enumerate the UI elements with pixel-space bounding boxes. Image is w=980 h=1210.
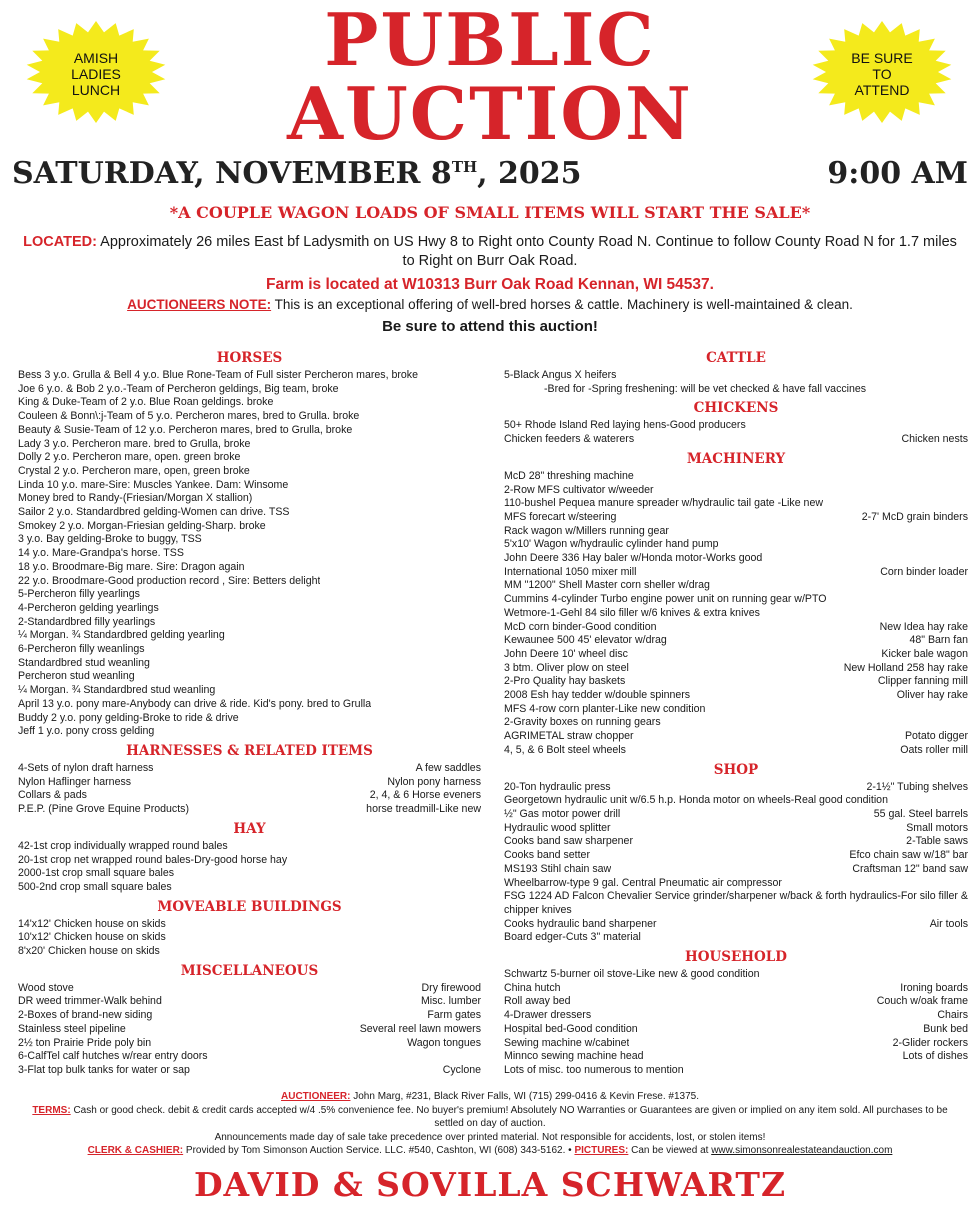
list-item: [504, 634, 968, 648]
item-left: 2-Row MFS cultivator w/weeder: [504, 483, 654, 496]
item-right: Nylon pony harness: [387, 775, 481, 788]
item-right: Potato digger: [904, 730, 968, 743]
item-left: Nylon Haflinger harness: [18, 775, 132, 788]
item-left: 42-1st crop individually wrapped round bales: [18, 839, 228, 852]
list-item: [504, 484, 968, 498]
item-left: 3 y.o. Bay gelding-Broke to buggy, TSS: [18, 533, 202, 546]
list-item: [504, 849, 968, 863]
list-item: [504, 419, 968, 433]
burst-left-text: [25, 50, 167, 98]
item-left: P.E.P. (Pine Grove Equine Products): [18, 803, 189, 816]
item-left: 20-1st crop net wrapped round bales-Dry-good horse hay: [18, 853, 288, 866]
auctioneers-note: AUCTIONEERS NOTE: This is an exceptional offering of well-bred horses & cattle. Machinery is well-maintained & clean.: [127, 297, 853, 312]
list-item: [504, 593, 968, 607]
item-right: Bunk bed: [923, 1022, 968, 1035]
item-right: Corn binder loader: [880, 565, 968, 578]
footer: [20, 1090, 960, 1158]
item-left: John Deere 10' wheel disc: [504, 647, 628, 660]
list-item: [18, 438, 481, 452]
item-left: Dolly 2 y.o. Percheron mare, open. green broke: [18, 451, 241, 464]
list-item: [18, 712, 481, 726]
burst-right-line3: ATTEND: [854, 82, 910, 98]
item-right: Couch w/oak frame: [876, 995, 968, 1008]
item-right: 2-Table saws: [906, 835, 968, 848]
item-left: 18 y.o. Broodmare-Big mare. Sire: Dragon again: [18, 560, 245, 573]
item-right: Chicken nests: [901, 433, 968, 446]
list-item: [504, 538, 968, 552]
item-left: 2-Standardbred filly yearlings: [18, 615, 156, 628]
burst-left-line3: LUNCH: [71, 82, 121, 98]
item-left: 5'x10' Wagon w/hydraulic cylinder hand pump: [504, 538, 719, 551]
item-left: 2-Boxes of brand-new siding: [18, 1009, 153, 1022]
attend-line: Be sure to attend this auction!: [382, 318, 598, 335]
list-item: [18, 629, 481, 643]
item-left: Sewing machine w/cabinet: [504, 1036, 630, 1049]
item-right: 2-1½" Tubing shelves: [866, 780, 968, 793]
item-left: 14 y.o. Mare-Grandpa's horse. TSS: [18, 547, 184, 560]
list-item: [18, 561, 481, 575]
item-left: McD 28" threshing machine: [504, 469, 634, 482]
item-left: Percheron stud weanling: [18, 670, 135, 683]
list-item: [504, 433, 968, 447]
item-left: Roll away bed: [504, 995, 571, 1008]
right-column: [504, 346, 968, 1078]
farm-address: Farm is located at W10313 Burr Oak Road Kennan, WI 54537.: [266, 276, 714, 293]
item-right: Farm gates: [427, 1009, 481, 1022]
list-item: [504, 982, 968, 996]
list-item: [18, 396, 481, 410]
section-title-horses: HORSES: [216, 350, 283, 366]
list-item: [504, 607, 968, 621]
list-item: [18, 725, 481, 739]
list-item: [504, 1064, 968, 1078]
sale-time: 9:00 AM: [827, 156, 968, 191]
item-left: 20-Ton hydraulic press: [504, 780, 611, 793]
item-right: Lots of dishes: [902, 1050, 968, 1063]
item-left: Smokey 2 y.o. Morgan-Friesian gelding-Sharp. broke: [18, 519, 266, 532]
item-left: Bess 3 y.o. Grulla & Bell 4 y.o. Blue Rone-Team of Full sister Percheron mares, broke: [18, 369, 418, 381]
item-right: Oats roller mill: [900, 743, 968, 756]
item-left: Beauty & Susie-Team of 12 y.o. Percheron mares, bred to Grulla, broke: [18, 423, 353, 436]
list-item: [18, 1009, 481, 1023]
list-item: [18, 776, 481, 790]
list-item: [18, 762, 481, 776]
item-right: Kicker bale wagon: [881, 647, 968, 660]
list-item: [18, 854, 481, 868]
list-item: [504, 552, 968, 566]
item-left: 4, 5, & 6 Bolt steel wheels: [504, 743, 626, 756]
item-left: Cooks hydraulic band sharpener: [504, 917, 657, 930]
item-left: ¼ Morgan. ¾ Standardbred stud weanling: [18, 684, 216, 697]
item-left: 5-Percheron filly yearlings: [18, 588, 140, 601]
item-left: ½" Gas motor power drill: [504, 807, 621, 820]
list-item: [18, 1023, 481, 1037]
burst-left-line2: LADIES: [71, 66, 121, 82]
list-item: [18, 931, 481, 945]
item-left: 2008 Esh hay tedder w/double spinners: [504, 689, 691, 702]
list-item: [504, 703, 968, 717]
list-item: [18, 945, 481, 959]
item-right: Cyclone: [442, 1063, 481, 1076]
list-item: [18, 789, 481, 803]
burst-right-line1: BE SURE: [851, 50, 913, 66]
item-left: 4-Sets of nylon draft harness: [18, 761, 154, 774]
item-right: 55 gal. Steel barrels: [873, 807, 968, 820]
item-right: Oliver hay rake: [896, 689, 968, 702]
title-auction: AUCTION: [287, 71, 693, 156]
section-title-hay: HAY: [233, 820, 266, 837]
list-item: [18, 867, 481, 881]
list-item: [18, 995, 481, 1009]
list-item: [18, 369, 481, 383]
item-left: Standardbred stud weanling: [18, 656, 150, 669]
section-title-cattle: CATTLE: [706, 350, 766, 366]
list-item: [504, 662, 968, 676]
list-item: [18, 840, 481, 854]
section-title-moveable-buildings: MOVEABLE BUILDINGS: [157, 898, 342, 915]
list-item: [504, 822, 968, 836]
list-item: [504, 890, 968, 917]
list-item: [18, 451, 481, 465]
list-item: [504, 369, 968, 383]
item-left: 22 y.o. Broodmare-Good production record , Sire: Betters delight: [18, 574, 321, 587]
list-item: [18, 670, 481, 684]
list-item: [18, 492, 481, 506]
item-left: Kewaunee 500 45' elevator w/drag: [504, 634, 667, 647]
item-left: Buddy 2 y.o. pony gelding-Broke to ride & drive: [18, 711, 239, 724]
item-right: New Idea hay rake: [879, 620, 968, 633]
list-item: [18, 424, 481, 438]
item-left: Wheelbarrow-type 9 gal. Central Pneumatic air compressor: [504, 876, 782, 889]
list-item: [504, 835, 968, 849]
list-item: [504, 648, 968, 662]
item-right: Air tools: [929, 917, 968, 930]
item-left: -Bred for -Spring freshening: will be vet checked & have fall vaccines: [544, 382, 867, 395]
item-left: 2-Pro Quality hay baskets: [504, 675, 626, 688]
item-left: 14'x12' Chicken house on skids: [18, 917, 166, 930]
clerk-line: CLERK & CASHIER: Provided by Tom Simonson Auction Service. LLC. #540, Cashton, WI (608) 343-5162. • PICTURES: Can be viewed at www.simonsonrealestateandauction.com: [87, 1145, 893, 1156]
item-left: Money bred to Randy-(Friesian/Morgan X stallion): [18, 492, 253, 505]
list-item: [504, 968, 968, 982]
list-item: [504, 794, 968, 808]
list-item: [18, 588, 481, 602]
list-item: [504, 877, 968, 891]
item-left: MS193 Stihl chain saw: [504, 862, 612, 875]
list-item: [504, 675, 968, 689]
list-item: [504, 566, 968, 580]
list-item: [18, 881, 481, 895]
item-right: Several reel lawn mowers: [359, 1022, 481, 1035]
item-left: Chicken feeders & waterers: [504, 433, 635, 446]
item-left: 10'x12' Chicken house on skids: [18, 931, 166, 944]
item-left: 500-2nd crop small square bales: [18, 880, 172, 893]
item-right: horse treadmill-Like new: [366, 803, 481, 816]
item-left: AGRIMETAL straw chopper: [504, 730, 634, 743]
item-left: 4-Percheron gelding yearlings: [18, 601, 159, 614]
title-public: PUBLIC: [324, 0, 656, 82]
item-right: 2-7' McD grain binders: [861, 510, 968, 523]
list-item: [18, 383, 481, 397]
terms-line: TERMS: Cash or good check. debit & credit cards accepted w/4 .5% convenience fee. No buyer's premium! Absolutely NO Warranties or Guarantees are given or implied on any item sold. All purchases to be settled on day of auction.: [32, 1104, 948, 1129]
item-right: Craftsman 12" band saw: [852, 862, 968, 875]
item-left: Collars & pads: [18, 789, 87, 802]
item-left: Linda 10 y.o. mare-Sire: Muscles Yankee. Dam: Winsome: [18, 478, 289, 491]
list-item: [504, 744, 968, 758]
item-left: International 1050 mixer mill: [504, 565, 637, 578]
item-left: Crystal 2 y.o. Percheron mare, open, green broke: [18, 464, 250, 477]
item-right: Small motors: [906, 821, 968, 834]
seller-names: DAVID & SOVILLA SCHWARTZ: [193, 1165, 787, 1204]
list-item: [18, 410, 481, 424]
list-item: [504, 470, 968, 484]
list-item: [18, 1050, 481, 1064]
list-item: [504, 1050, 968, 1064]
item-left: Stainless steel pipeline: [18, 1022, 126, 1035]
item-left: Joe 6 y.o. & Bob 2 y.o.-Team of Percheron geldings, Big team, broke: [18, 382, 339, 395]
burst-left-line1: AMISH: [73, 50, 119, 66]
item-left: ¼ Morgan. ¾ Standardbred gelding yearling: [18, 629, 225, 642]
location-text: LOCATED: Approximately 26 miles East bf Ladysmith on US Hwy 8 to Right onto County Road N. Continue to follow County Road N for 1.7 miles to Right on Burr Oak Road.: [23, 234, 957, 269]
item-left: Hydraulic wood splitter: [504, 821, 611, 834]
burst-right-text: [811, 50, 953, 98]
item-right: Chairs: [937, 1009, 968, 1022]
item-left: Sailor 2 y.o. Standardbred gelding-Women can drive. TSS: [18, 506, 290, 519]
item-left: Cooks band setter: [504, 849, 590, 862]
item-left: 4-Drawer dressers: [504, 1009, 592, 1022]
item-left: 110-bushel Pequea manure spreader w/hydraulic tail gate -Like new: [504, 497, 823, 510]
list-item: [18, 602, 481, 616]
left-column: [18, 346, 481, 1078]
list-item: [18, 506, 481, 520]
item-left: Board edger-Cuts 3" material: [504, 931, 641, 944]
item-left: MFS 4-row corn planter-Like new condition: [504, 702, 706, 715]
announcements-line: Announcements made day of sale take precedence over printed material. Not responsible for accidents, lost, or stolen items!: [214, 1131, 766, 1143]
item-left: FSG 1224 AD Falcon Chevalier Service grinder/sharpener w/back & forth hydraulics-For silo filler & chipper knives: [504, 890, 968, 916]
list-item: [504, 716, 968, 730]
pictures-link[interactable]: www.simonsonrealestateandauction.com: [711, 1145, 893, 1156]
item-left: Wetmore-1-Gehl 84 silo filler w/6 knives & extra knives: [504, 606, 760, 619]
item-right: 2, 4, & 6 Horse eveners: [369, 789, 481, 802]
list-item: [504, 730, 968, 744]
section-title-chickens: CHICKENS: [693, 400, 779, 417]
list-item: [18, 1064, 481, 1078]
item-left: Jeff 1 y.o. pony cross gelding: [18, 725, 155, 738]
list-item: [18, 616, 481, 630]
couple-wagon-notice: *A COUPLE WAGON LOADS OF SMALL ITEMS WILL START THE SALE*: [169, 203, 811, 222]
list-item: [504, 511, 968, 525]
list-item: [18, 982, 481, 996]
item-right: Efco chain saw w/18" bar: [849, 849, 968, 862]
list-item: [18, 684, 481, 698]
item-left: 3-Flat top bulk tanks for water or sap: [18, 1063, 190, 1076]
list-item: [18, 698, 481, 712]
item-left: MFS forecart w/steering: [504, 510, 617, 523]
starburst-left: [25, 20, 167, 124]
item-right: A few saddles: [415, 761, 481, 774]
list-item: [504, 781, 968, 795]
list-item: [504, 918, 968, 932]
item-left: 8'x20' Chicken house on skids: [18, 945, 160, 958]
list-item: [18, 918, 481, 932]
item-left: Georgetown hydraulic unit w/6.5 h.p. Honda motor on wheels-Real good condition: [504, 794, 888, 807]
list-item: [18, 1037, 481, 1051]
list-item: [504, 621, 968, 635]
list-item: [504, 383, 968, 397]
item-right: Misc. lumber: [420, 995, 481, 1008]
sale-date: SATURDAY, NOVEMBER 8TH, 2025: [12, 156, 582, 191]
item-right: 48" Barn fan: [909, 634, 968, 647]
item-right: Ironing boards: [900, 981, 968, 994]
list-item: [18, 643, 481, 657]
item-left: Rack wagon w/Millers running gear: [504, 524, 669, 537]
item-right: 2-Glider rockers: [892, 1036, 968, 1049]
starburst-right: [811, 20, 953, 124]
item-left: 50+ Rhode Island Red laying hens-Good producers: [504, 419, 746, 432]
list-item: [504, 497, 968, 511]
item-right: Clipper fanning mill: [877, 675, 968, 688]
list-item: [18, 465, 481, 479]
list-item: [18, 575, 481, 589]
item-left: Lots of misc. too numerous to mention: [504, 1063, 684, 1076]
item-right: Wagon tongues: [407, 1036, 481, 1049]
item-left: Cummins 4-cylinder Turbo engine power unit on running gear w/PTO: [504, 593, 827, 606]
list-item: [504, 1023, 968, 1037]
section-title-harnesses-related-items: HARNESSES & RELATED ITEMS: [126, 742, 373, 759]
section-title-household: HOUSEHOLD: [684, 949, 788, 966]
item-left: April 13 y.o. pony mare-Anybody can drive & ride. Kid's pony. bred to Grulla: [18, 697, 372, 710]
item-left: 2½ ton Prairie Pride poly bin: [18, 1036, 152, 1049]
item-left: MM "1200" Shell Master corn sheller w/drag: [504, 579, 710, 592]
list-item: [504, 863, 968, 877]
item-right: Dry firewood: [421, 981, 481, 994]
list-item: [504, 808, 968, 822]
burst-right-line2: TO: [872, 66, 892, 82]
auctioneer-line: AUCTIONEER: John Marg, #231, Black River Falls, WI (715) 299-0416 & Kevin Frese. #1375.: [281, 1091, 699, 1102]
section-title-machinery: MACHINERY: [686, 450, 786, 467]
list-item: [18, 479, 481, 493]
list-item: [504, 1037, 968, 1051]
item-left: 2-Gravity boxes on running gears: [504, 716, 661, 729]
item-left: 3 btm. Oliver plow on steel: [504, 661, 629, 674]
list-item: [504, 689, 968, 703]
list-item: [18, 533, 481, 547]
item-left: 6-Percheron filly weanlings: [18, 643, 145, 656]
list-item: [504, 995, 968, 1009]
item-right: New Holland 258 hay rake: [843, 661, 968, 674]
list-item: [504, 931, 968, 945]
list-item: [504, 525, 968, 539]
item-left: McD corn binder-Good condition: [504, 620, 657, 633]
list-item: [504, 1009, 968, 1023]
item-left: Minnco sewing machine head: [504, 1050, 644, 1063]
item-left: DR weed trimmer-Walk behind: [18, 995, 162, 1008]
list-item: [18, 657, 481, 671]
item-left: China hutch: [504, 981, 561, 994]
section-title-shop: SHOP: [713, 761, 759, 778]
item-left: Lady 3 y.o. Percheron mare. bred to Grulla, broke: [18, 437, 251, 450]
item-left: 6-CalfTel calf hutches w/rear entry doors: [18, 1050, 208, 1063]
item-left: Couleen & Bonn\:j-Team of 5 y.o. Percheron mares, bred to Grulla. broke: [18, 410, 360, 423]
item-left: Hospital bed-Good condition: [504, 1022, 638, 1035]
section-title-miscellaneous: MISCELLANEOUS: [180, 962, 319, 979]
list-item: [18, 547, 481, 561]
item-left: 2000-1st crop small square bales: [18, 867, 175, 880]
item-left: Schwartz 5-burner oil stove-Like new & good condition: [504, 968, 760, 981]
list-item: [18, 803, 481, 817]
item-left: King & Duke-Team of 2 y.o. Blue Roan geldings. broke: [18, 396, 274, 409]
item-left: 5-Black Angus X heifers: [504, 369, 617, 381]
item-left: Wood stove: [18, 981, 74, 994]
list-item: [504, 579, 968, 593]
item-left: John Deere 336 Hay baler w/Honda motor-Works good: [504, 552, 763, 565]
list-item: [18, 520, 481, 534]
item-left: Cooks band saw sharpener: [504, 835, 633, 848]
